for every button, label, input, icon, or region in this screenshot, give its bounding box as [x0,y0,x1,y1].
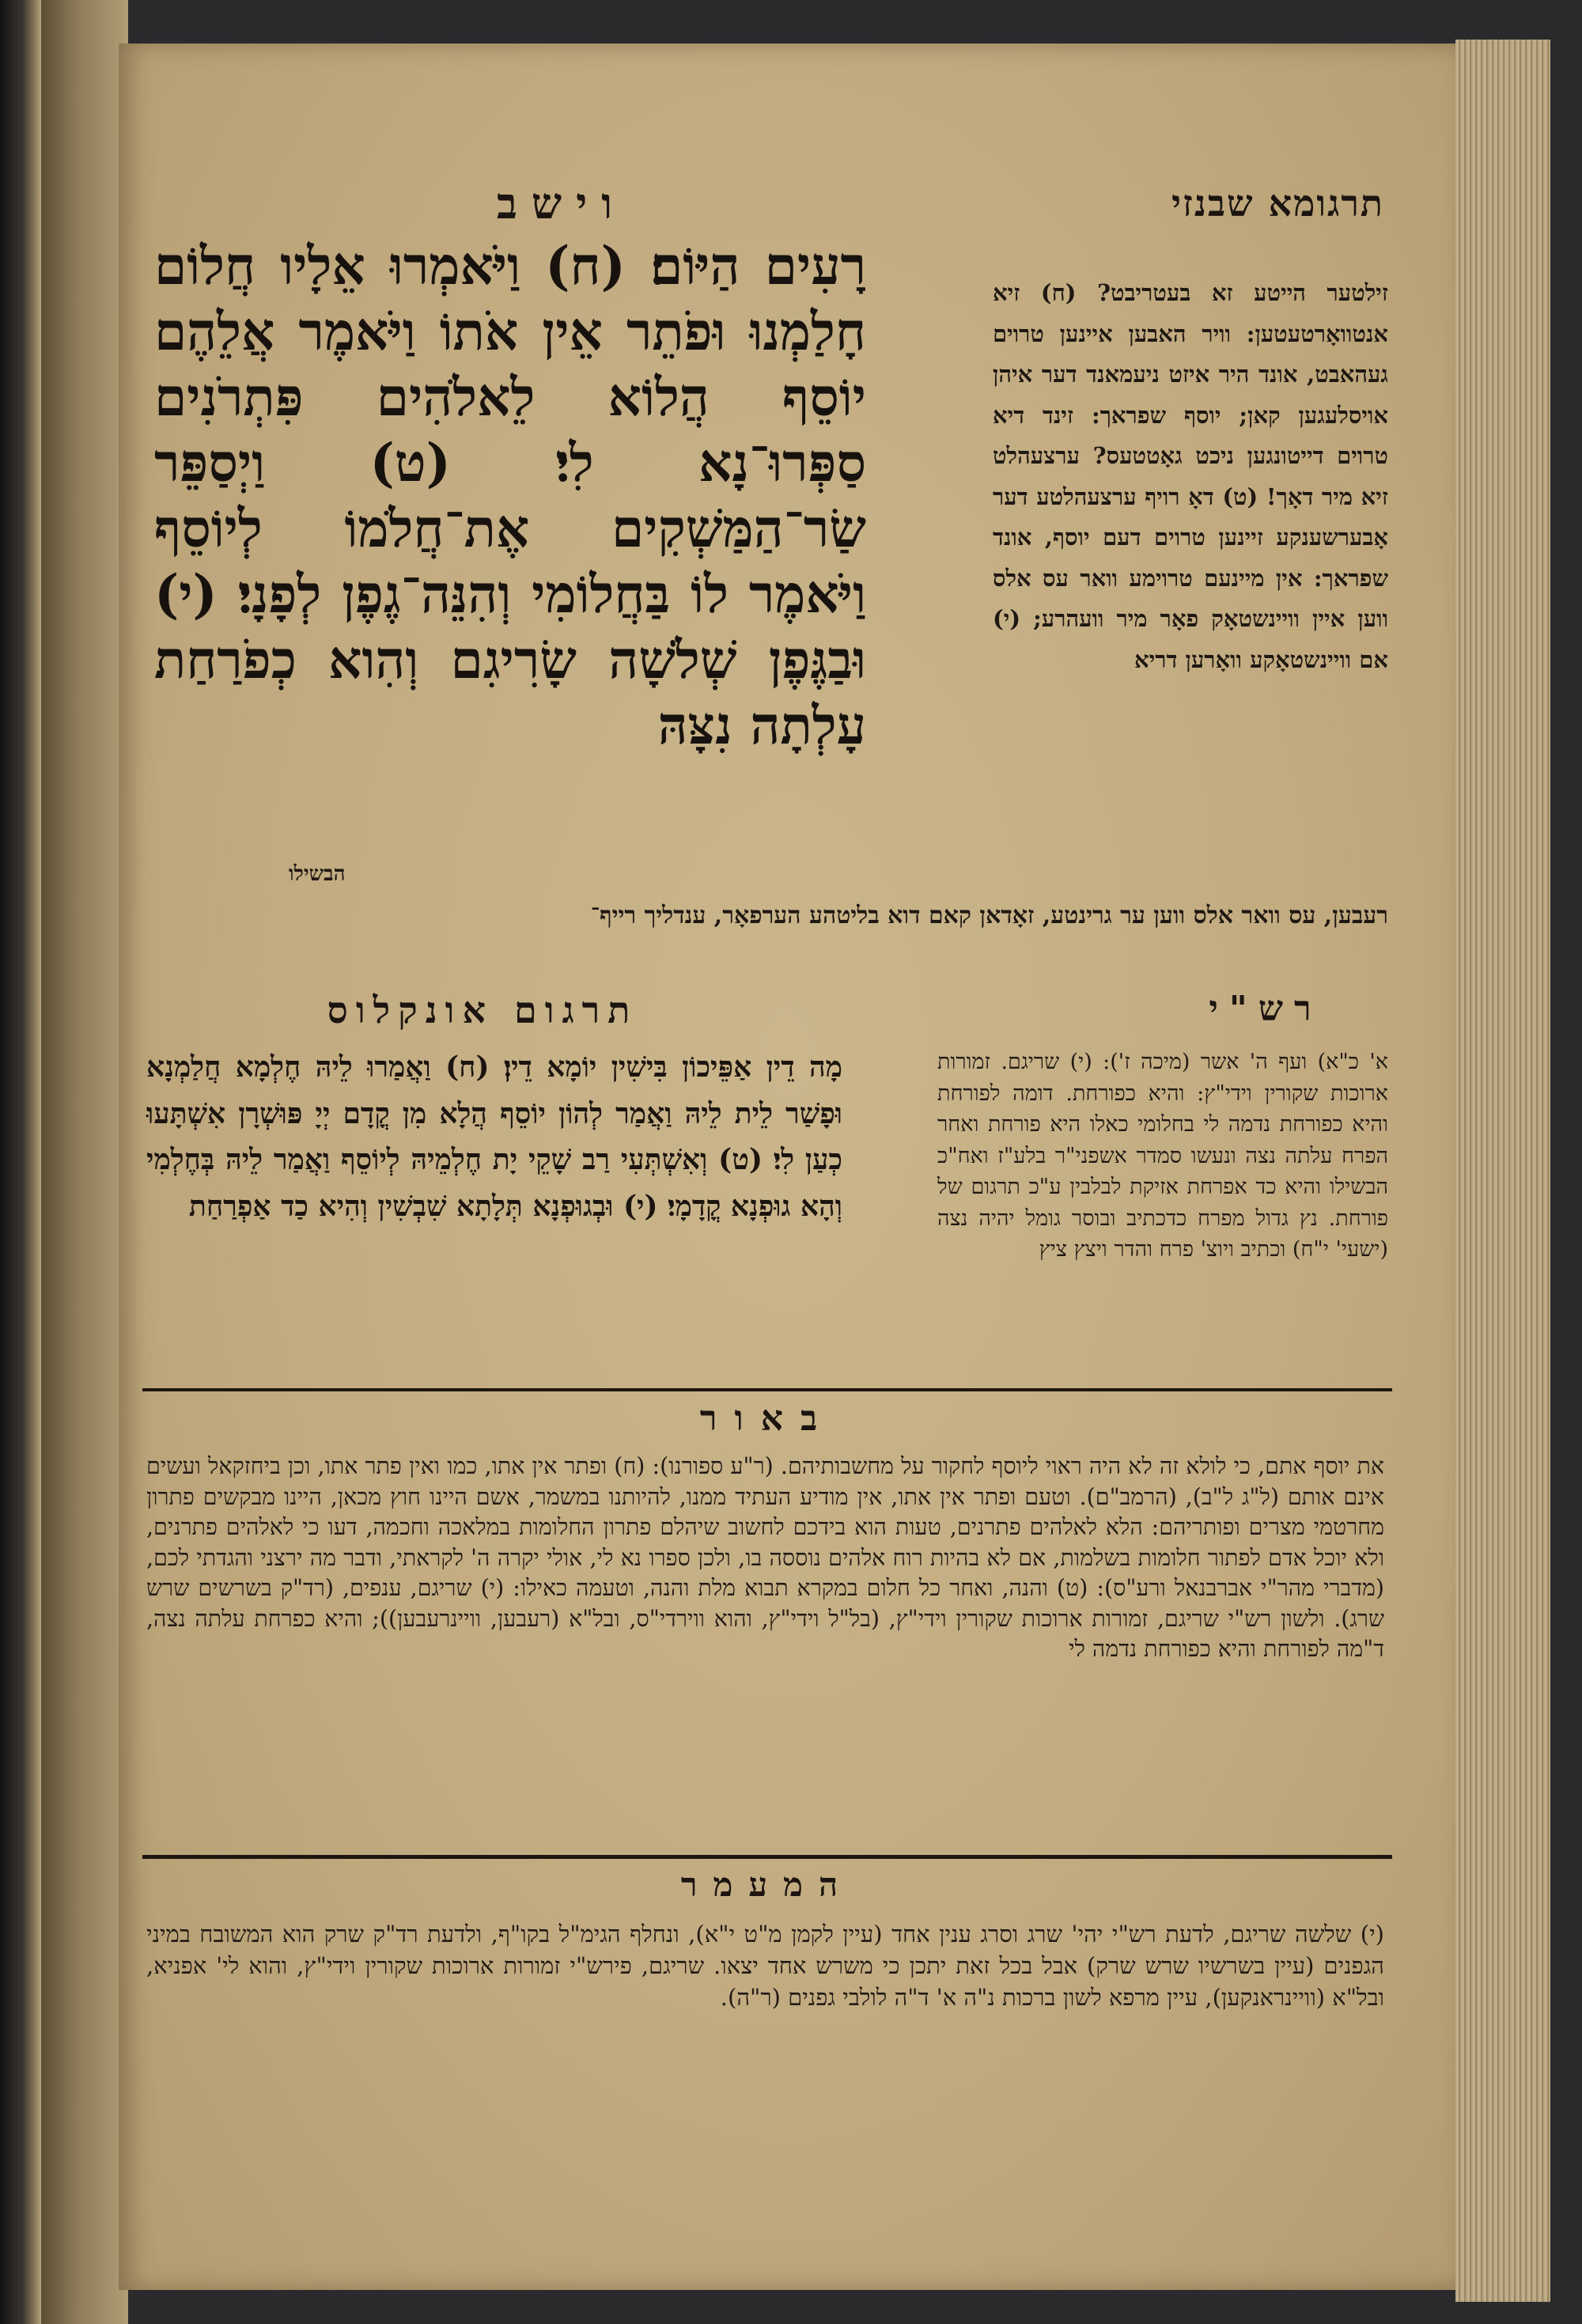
section-rule-bottom [142,1855,1392,1859]
hameamer-notes: (י) שלשה שריגם, לדעת רש"י יהי' שרג וסרג ענין אחד (עיין לקמן מ"ט י"א), ונחלף הגימ"ל בקו"ף, ולדעת רד"ק שרק הוא המשובח במיני הגפנים (עיין בשרשיו שרש שרק) אבל בכל זאת יתכן כי משרש אחד יצאו. שריגם, פירש"י זמורות ארוכות שקורין וידי"ץ, והוא לי' אפניא, ובל"א (וויינראנקען), עיין מרפא לשון ברכות נ"ה א' ד"ה לולבי גפנים (ר"ה). [146,1921,1384,2011]
rashi-commentary: א' כ"א) ועף ה' אשר (מיכה ז'): (י) שריגם. זמורות ארוכות שקורין וידי"ץ: והיא כפורחת. דומה לפורחת והיא כפורחת נדמה לי בחלומי כאלו היא פורחת ואחר הפרח עלתה נצה ונעשו סמדר אשפני"ר בלע"ז ואח"כ הבשילו והיא כד אפרחת אזיקת לבלבין ע"כ תרגום של פורחת. נץ גדול מפרח כדכתיב ובוסר גומל יהיה נצה (ישעי' י"ח) וכתיב ויוצ' פרח והדר ויצץ ציץ [937,1050,1388,1262]
book-page [119,44,1455,2290]
torah-text-block [154,233,866,759]
catchword: הבשילו [289,862,346,886]
rashi-heading: רש"י [1209,989,1323,1029]
onkelos-text: מָה דֵין אַפֵּיכוֹן בִּישִׁין יוֹמָא דֵין׃ (ח) וַאֲמַרוּ לֵיהּ חֶלְמָא חֲלַמְנָא וּפָשַׁר לֵית לֵיהּ וַאֲמַר לְהוֹן יוֹסֵף הֲלָא מִן קֳדָם יְיָ פּוּשְׁרָן אִשְׁתָּעוּ כְעַן לִי׃ (ט) וְאִשְׁתְּעִי רַב שָׁקֵי יָת חֶלְמֵיהּ לְיוֹסֵף וַאֲמַר לֵיהּ בְּחֶלְמִי וְהָא גוּפְנָא קֳדָמָי׃ (י) וּבְגוּפְנָא תְּלָתָא שִׁבְשִׁין וְהִיא כַד אַפְרַחַת [146,1050,842,1223]
left-page-edge [0,0,41,2324]
yiddish-translation-column: זילטער הייטע זא בעטריבט? (ח) זיא אנטוואָרטעטען: וויר האבען איינען טרוים געהאבט, אונד היר איזט ניעמאנד דער איהן אויסלעגען קאן; יוסף שפראך: זינד דיא טרוים דייטונגען ניכט גאָטטעס? ערצעהלט זיא מיר דאָך! (ט) דאָ רויף ערצעהלטע דער אָבערשענקע זיינען טרוים דעם יוסף, אונד שפראך: אין מיינעם טרוימע וואר עס אלס ווען איין וויינשטאָק פאָר מיר וועהרע; (י) אם וויינשטאָקע וואָרען דריא [993,279,1388,673]
page-edges [1455,40,1550,2302]
section-rule-top [142,1388,1392,1391]
hameamer-heading: המעמר [680,1865,854,1904]
torah-verses: רָעִים הַיּוֹם׃ (ח) וַיֹּאמְרוּ אֵלָיו חֲלוֹם חָלַמְנוּ וּפֹתֵר אֵין אֹתוֹ וַיֹּאמֶר אֲלֵהֶם יוֹסֵף הֲלוֹא לֵאלֹהִים פִּתְרֹנִים סַפְּרוּ־נָא לִי׃ (ט) וַיְסַפֵּר שַׂר־הַמַּשְׁקִים אֶת־חֲלֹמוֹ לְיוֹסֵף וַיֹּאמֶר לוֹ בַּחֲלוֹמִי וְהִנֵּה־גֶפֶן לְפָנָי׃ (י) וּבַגֶּפֶן שְׁלֹשָׁה שָׂרִיגִם וְהִוא כְפֹרַחַת עָלְתָה נִצָּהּ [154,235,866,756]
biur-commentary: את יוסף אתם, כי לולא זה לא היה ראוי ליוסף לחקור על מחשבותיהם. (ר"ע ספורנו): (ח) ופתר אין אתו, כמו ואין פתר אתו, וכן ביחזקאל ועשים אינם אותם (ל"ג ל"ב), (הרמב"ם). וטעם ופתר אין אתו, אין מודיע העתיד ממנו, להיותנו במשמר, אשם היינו חוץ מכאן, היינו מבקשים פתרון מחרטמי מצרים ופותריהם: הלא לאלהים פתרנים, טעות הוא בידכם לחשוב שיהלם פתרון החלומות במלאכה וחכמה, דעו כי לאלהים פתרנים, ולא יוכל אדם לפתור חלומות בשלמות, אם לא בהיות רוח אלהים נוססה בו, ולכן ספרו נא לי, אולי יקרה ה' לקראתי, ודבר מה ירצני והגדתי לכם, (מדברי מהר"י אברבנאל ורע"ס): (ט) והנה, ואחר כל חלום במקרא תבוא מלת והנה, וטעמה כאילו: (י) שריגם, ענפים, (רד"ק בשרשים שרש שרג). ולשון רש"י שריגם, זמורות ארוכות שקורין וידי"ץ, (בל"ל וידי"ץ, והוא ווירדי"ס, ובל"א (רעבען, וויינרעבען)); והיא כפרחת עלתה נצה, ד"מה לפורחת והיא כפורחת נדמה לי [146,1453,1384,1662]
running-head-parsha: וישב [496,178,627,229]
running-head-targum: תרגומא שבנזי [1171,182,1384,225]
yiddish-translation-continuation: רעבען, עס וואר אלס ווען ער גרינטע, זאָדאן קאם דוא בליטהע הערפאָר, ענדליך רייף־ [590,902,1388,929]
book-gutter [41,0,128,2324]
onkelos-heading: תרגום אונקלוס [327,989,638,1031]
biur-heading: באור [699,1399,835,1439]
